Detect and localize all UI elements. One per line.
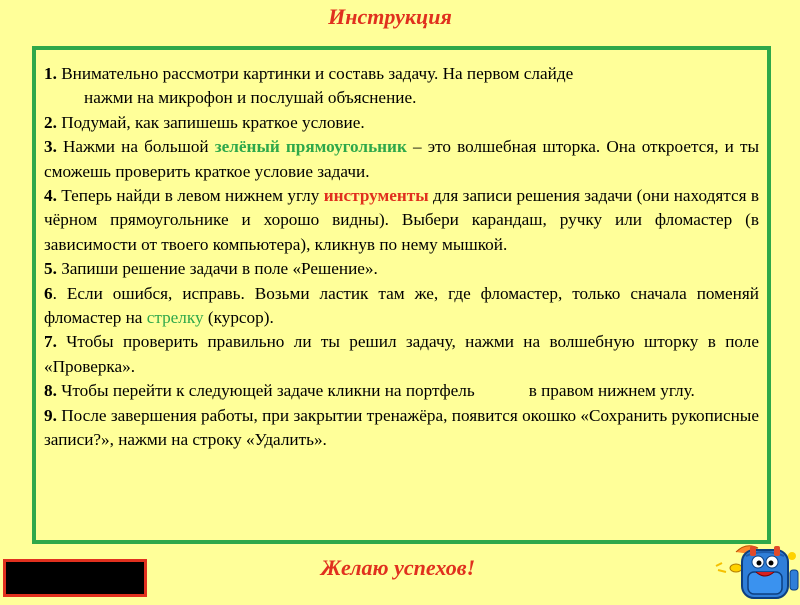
instruction-text: После завершения работы, при закрытии тренажёра, появится окошко «Сохранить рукописные записи?», нажми на строку «Удалить». [44, 405, 759, 450]
instruction-8 [44, 379, 759, 403]
instruction-number: 3. [44, 137, 57, 157]
instruction-9 [44, 404, 759, 453]
instruction-text: для записи решения задачи (они находятся в чёрном прямоугольнике и хорошо видны). Выбери карандаш, ручку или фломастер (в зависимости от твоего компьютера), кликнув по нему мышкой. [44, 186, 759, 254]
instruction-number: 2. [44, 112, 57, 132]
backpack-icon[interactable] [706, 526, 800, 600]
instruction-text: Чтобы проверить правильно ли ты решил задачу, нажми на волшебную шторку в поле «Проверка». [44, 332, 759, 376]
page-title: Инструкция [328, 4, 452, 29]
instruction-number: 1. [44, 64, 57, 83]
instruction-7 [44, 330, 759, 379]
instruction-text: (курсор). [203, 308, 274, 328]
highlight-green-rectangle: зелёный прямоугольник [214, 137, 407, 157]
instruction-text: в правом нижнем углу. [528, 381, 695, 401]
instruction-1 [44, 62, 759, 111]
closing-message: Желаю успехов! [320, 555, 476, 580]
instruction-text: Чтобы перейти к следующей задаче кликни на портфель [56, 381, 475, 401]
instruction-text: Нажми на большой [56, 137, 215, 157]
instruction-text-continued: нажми на микрофон и послушай объяснение. [84, 88, 417, 108]
instruction-number: 5. [44, 259, 57, 279]
instruction-3 [44, 135, 759, 184]
instruction-4 [44, 184, 759, 257]
instruction-text: Теперь найди в левом нижнем углу [56, 186, 324, 206]
instruction-text: – это волшебная шторка. Она откроется, и ты сможешь проверить краткое условие задачи. [44, 137, 760, 181]
instruction-text: . Если ошибся, исправь. Возьми ластик там же, где фломастер, только сначала поменяй фломастер на [44, 283, 759, 328]
instruction-text: Запиши решение задачи в поле «Решение». [56, 259, 378, 279]
instruction-number: 8. [44, 381, 57, 401]
instruction-number: 6 [44, 283, 53, 303]
instructions-panel [32, 46, 771, 544]
instruction-number: 4. [44, 186, 57, 206]
instruction-number: 9. [44, 405, 57, 425]
highlight-arrow: стрелку [146, 308, 204, 328]
instruction-5 [44, 257, 759, 281]
highlight-tools: инструменты [323, 186, 429, 206]
instruction-6 [44, 282, 759, 331]
instruction-text: Внимательно рассмотри картинки и составь задачу. На первом слайде [56, 64, 574, 83]
instruction-text: Подумай, как запишешь краткое условие. [56, 112, 365, 132]
instruction-number: 7. [44, 332, 57, 352]
instruction-2 [44, 111, 759, 135]
